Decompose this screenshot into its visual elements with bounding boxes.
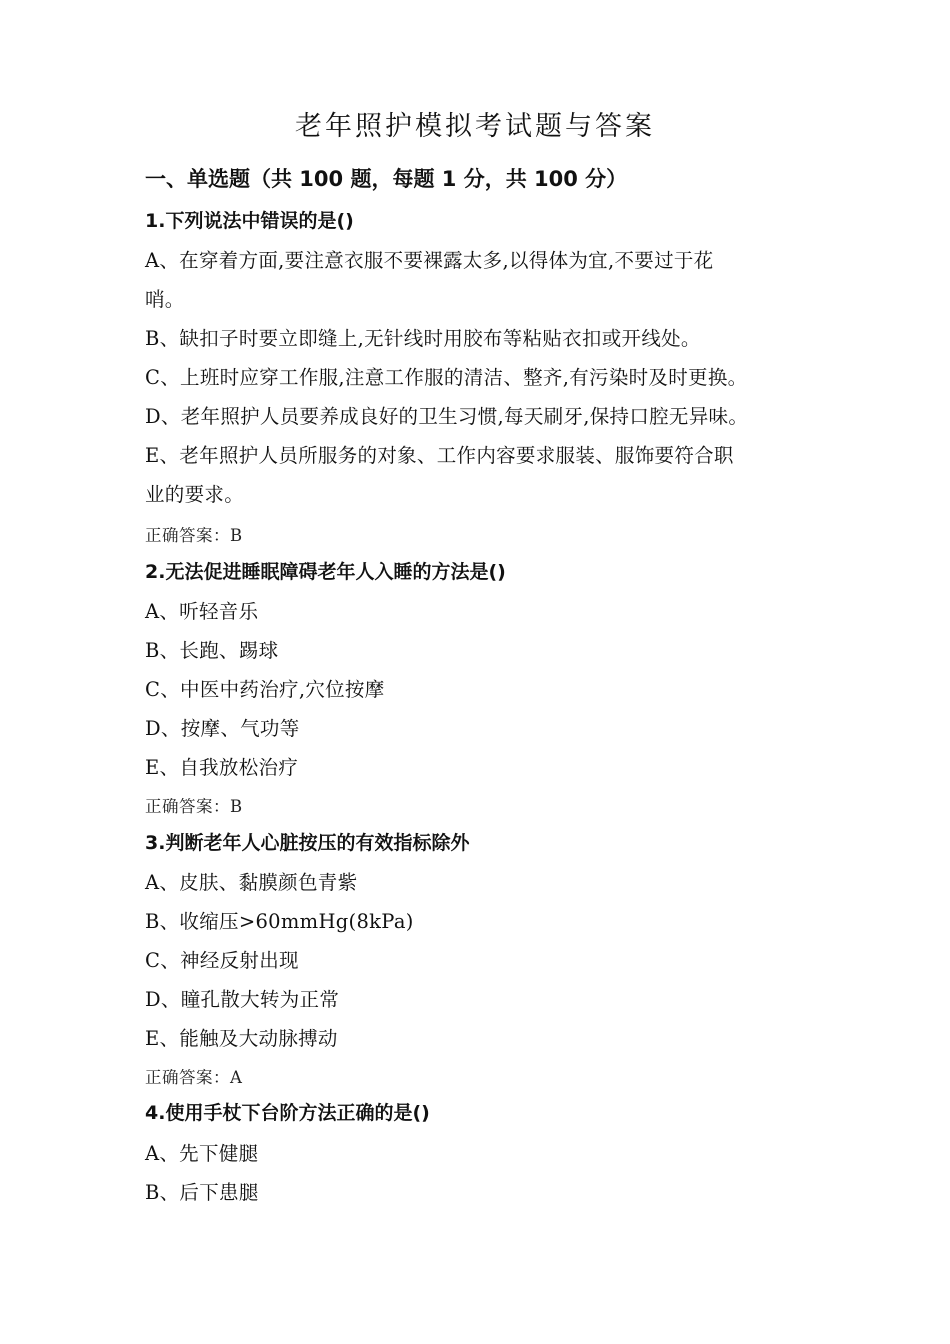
answer-1: 正确答案：B (145, 526, 243, 545)
document-title: 老年照护模拟考试题与答案 (295, 111, 655, 142)
option-2c: C、中医中药治疗,穴位按摩 (145, 678, 385, 701)
option-1a-cont: 哨。 (145, 288, 185, 311)
question-4: 4.使用手杖下台阶方法正确的是() (145, 1102, 430, 1124)
option-4a: A、先下健腿 (145, 1142, 259, 1165)
answer-3: 正确答案：A (145, 1068, 243, 1087)
option-3b: B、收缩压>60mmHg(8kPa) (145, 910, 414, 933)
option-1b: B、缺扣子时要立即缝上,无针线时用胶布等粘贴衣扣或开线处。 (145, 327, 701, 350)
option-1c: C、上班时应穿工作服,注意工作服的清洁、整齐,有污染时及时更换。 (145, 366, 748, 389)
answer-2: 正确答案：B (145, 797, 243, 816)
question-3: 3.判断老年人心脏按压的有效指标除外 (145, 832, 470, 854)
question-2: 2.无法促进睡眠障碍老年人入睡的方法是() (145, 561, 506, 583)
option-3c: C、神经反射出现 (145, 949, 299, 972)
option-1a: A、在穿着方面,要注意衣服不要裸露太多,以得体为宜,不要过于花 (145, 249, 714, 272)
option-1d: D、老年照护人员要养成良好的卫生习惯,每天刷牙,保持口腔无异味。 (145, 405, 749, 428)
option-3a: A、皮肤、黏膜颜色青紫 (145, 871, 358, 894)
option-2d: D、按摩、气功等 (145, 717, 300, 740)
option-2e: E、自我放松治疗 (145, 756, 299, 779)
section-heading: 一、单选题（共 100 题，每题 1 分，共 100 分） (145, 167, 628, 191)
option-1e: E、老年照护人员所服务的对象、工作内容要求服装、服饰要符合职 (145, 444, 734, 467)
option-3d: D、瞳孔散大转为正常 (145, 988, 340, 1011)
option-1e-cont: 业的要求。 (145, 483, 245, 506)
option-4b: B、后下患腿 (145, 1181, 259, 1204)
question-1: 1.下列说法中错误的是() (145, 210, 354, 232)
option-2b: B、长跑、踢球 (145, 639, 279, 662)
option-3e: E、能触及大动脉搏动 (145, 1027, 338, 1050)
option-2a: A、听轻音乐 (145, 600, 259, 623)
